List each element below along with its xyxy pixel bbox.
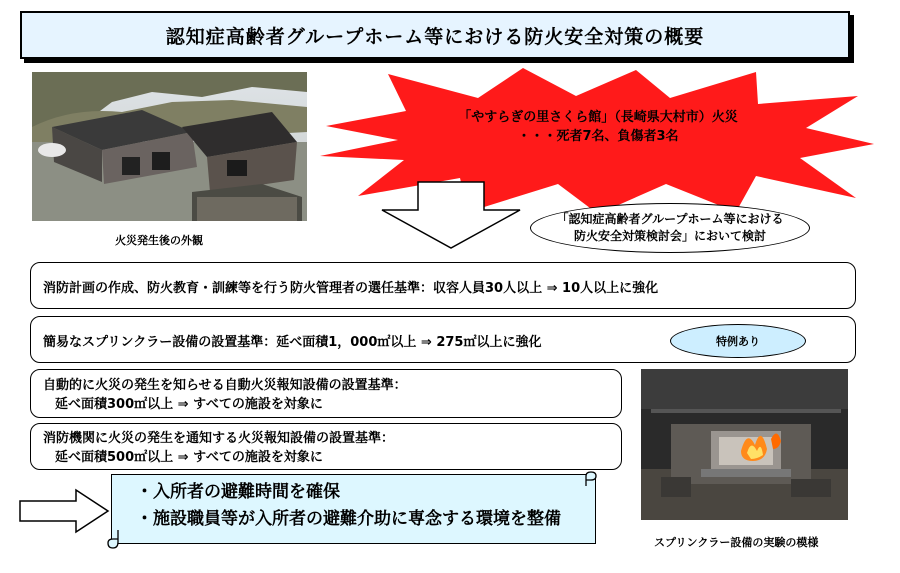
fire-report-criteria-box [30, 423, 622, 470]
down-arrow-icon [380, 180, 522, 250]
result-item-evacuation: ・入所者の避難時間を確保 [136, 482, 340, 502]
fire-incident-line2: ・・・死者7名、負傷者3名 [517, 129, 679, 144]
study-group-line2: 防火安全対策検討会」において検討 [573, 229, 766, 243]
results-scroll [111, 474, 596, 544]
fire-report-line1: 消防機関に火災の発生を通知する火災報知設備の設置基準： [43, 431, 395, 446]
auto-fire-alarm-line1: 自動的に火災の発生を知らせる自動火災報知設備の設置基準： [43, 378, 407, 393]
special-exception-label: 特例あり [716, 335, 760, 348]
page-title [20, 11, 850, 59]
page-title-text: 認知症高齢者グループホーム等における防火安全対策の概要 [165, 25, 705, 48]
auto-fire-alarm-criteria-box [30, 369, 622, 418]
auto-fire-alarm-line2: 延べ面積300㎡以上 ⇒ すべての施設を対象に [55, 397, 323, 412]
fire-manager-criteria-box [30, 262, 856, 309]
fire-aftermath-photo [32, 72, 307, 221]
fire-report-line2: 延べ面積500㎡以上 ⇒ すべての施設を対象に [55, 450, 323, 465]
fire-manager-criteria-text: 消防計画の作成、防火教育・訓練等を行う防火管理者の選任基準：収容人員30人以上 ⇒ 10人以上に強化 [43, 281, 659, 296]
fire-incident-text [318, 108, 878, 146]
study-group-line1: 「認知症高齢者グループホーム等における [556, 212, 784, 226]
study-group-note [530, 203, 810, 253]
sprinkler-experiment-photo [641, 369, 848, 520]
fire-incident-line1: 「やすらぎの里さくら館」（長崎県大村市）火災 [458, 110, 738, 125]
special-exception-badge [670, 324, 806, 358]
right-arrow-icon [18, 488, 110, 534]
sprinkler-criteria-text: 簡易なスプリンクラー設備の設置基準：延べ面積1，000㎡以上 ⇒ 275㎡以上に強化 [43, 335, 542, 350]
fire-aftermath-caption: 火災発生後の外観 [115, 234, 203, 247]
sprinkler-experiment-caption: スプリンクラー設備の実験の模様 [654, 536, 819, 549]
scroll-curl-top [582, 470, 602, 488]
result-item-staff: ・施設職員等が入所者の避難介助に専念する環境を整備 [136, 509, 561, 529]
scroll-curl-bottom [104, 528, 122, 550]
